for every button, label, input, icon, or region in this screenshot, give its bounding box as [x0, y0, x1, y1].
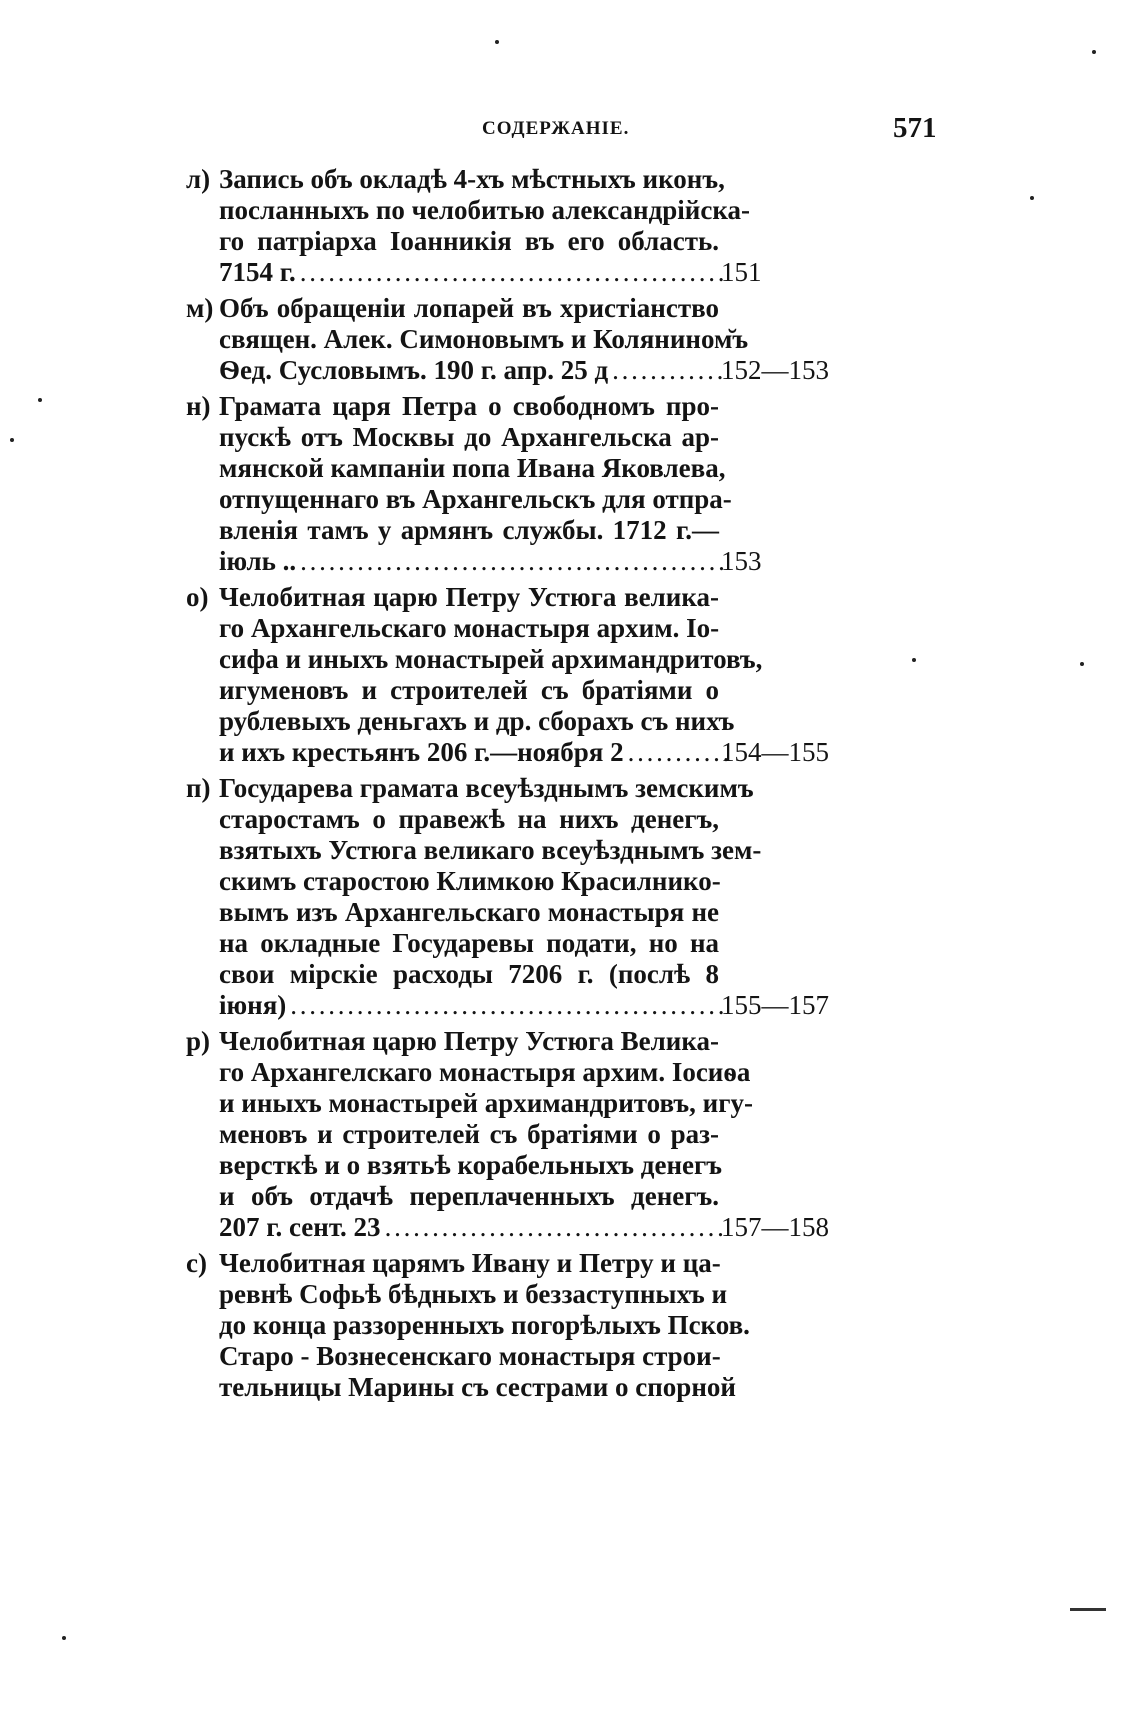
- entry-text-line: Старо - Вознесенскаго монастыря строи-: [219, 1341, 721, 1371]
- entry-date: 207 г. сент. 23: [219, 1212, 381, 1242]
- entry-marker: л): [186, 164, 211, 194]
- entry-text-line: мянской кампаніи попа Ивана Яковлева,: [219, 453, 726, 483]
- entry-pages: 154—155: [721, 737, 829, 767]
- entry-marker: о): [186, 582, 209, 612]
- print-speck: [912, 658, 916, 662]
- entry-text-line: пускѣ отъ Москвы до Архангельска ар-: [219, 422, 719, 452]
- toc-entry: [186, 1026, 846, 1243]
- dot-leader: [290, 990, 729, 1021]
- print-speck: [62, 1636, 66, 1640]
- print-speck: [495, 40, 499, 44]
- entry-pages: 157—158: [721, 1212, 829, 1242]
- running-title: СОДЕРЖАНІЕ.: [482, 118, 630, 139]
- dot-leader: [612, 355, 729, 386]
- entry-text-line: рублевыхъ деньгахъ и др. сборахъ съ нихъ: [219, 706, 735, 736]
- print-speck: [10, 438, 14, 442]
- entry-marker: с): [186, 1248, 207, 1278]
- entry-text-line: вымъ изъ Архангельскаго монастыря не: [219, 897, 719, 927]
- entry-date: іюль ..: [219, 546, 297, 576]
- page-number: 571: [893, 112, 937, 144]
- entry-text-line: Грамата царя Петра о свободномъ про-: [219, 391, 719, 421]
- entry-pages: 151: [721, 257, 762, 287]
- entry-text-line: скимъ старостою Климкою Красилнико-: [219, 866, 721, 896]
- entry-marker: п): [186, 773, 211, 803]
- entry-text-line: свои мірскіе расходы 7206 г. (послѣ 8: [219, 959, 719, 989]
- entry-text-line: взятыхъ Устюга великаго всеуѣзднымъ зем-: [219, 835, 762, 865]
- entry-text-line: посланныхъ по челобитью александрійска-: [219, 195, 750, 225]
- print-speck: [1030, 196, 1034, 200]
- entry-date: Ѳед. Сусловымъ. 190 г. апр. 25 д: [219, 355, 609, 385]
- entry-date: и ихъ крестьянъ 206 г.—ноября 2: [219, 737, 624, 767]
- entry-text-line: на окладные Государевы подати, но на: [219, 928, 719, 958]
- entry-text-line: тельницы Марины съ сестрами о спорной: [219, 1372, 736, 1402]
- entry-text-line: Челобитная царямъ Ивану и Петру и ца-: [219, 1248, 721, 1278]
- toc-entry: [186, 1248, 846, 1403]
- toc-entry: [186, 391, 846, 577]
- entry-text-line: меновъ и строителей съ братіями о раз-: [219, 1119, 719, 1149]
- entry-text-line: ревнѣ Софьѣ бѣдныхъ и беззаступныхъ и: [219, 1279, 728, 1309]
- entry-text-line: старостамъ о правежѣ на нихъ денегъ,: [219, 804, 719, 834]
- entry-pages: 153: [721, 546, 762, 576]
- entry-marker: м): [186, 293, 214, 323]
- table-of-contents: [186, 164, 846, 1408]
- entry-text-line: игуменовъ и строителей съ братіями о: [219, 675, 719, 705]
- entry-pages: 155—157: [721, 990, 829, 1020]
- entry-text-line: сифа и иныхъ монастырей архимандритовъ,: [219, 644, 763, 674]
- toc-entry: [186, 582, 846, 768]
- entry-text-line: го Архангелскаго монастыря архим. Іосиѳа: [219, 1057, 751, 1087]
- toc-entry: [186, 164, 846, 288]
- entry-text-line: и объ отдачѣ переплаченныхъ денегъ.: [219, 1181, 719, 1211]
- entry-text-line: Государева грамата всеуѣзднымъ земскимъ: [219, 773, 754, 803]
- entry-marker: н): [186, 391, 211, 421]
- entry-text-line: Запись объ окладѣ 4-хъ мѣстныхъ иконъ,: [219, 164, 725, 194]
- dot-leader: [300, 546, 729, 577]
- entry-text-line: версткѣ и о взятьѣ корабельныхъ денегъ: [219, 1150, 722, 1180]
- print-speck: [38, 398, 42, 402]
- print-speck: [1080, 662, 1084, 666]
- entry-date: іюня): [219, 990, 287, 1020]
- entry-text-line: Челобитная царю Петру Устюга Велика-: [219, 1026, 719, 1056]
- entry-text-line: и иныхъ монастырей архимандритовъ, игу-: [219, 1088, 753, 1118]
- print-mark: [1070, 1608, 1106, 1611]
- entry-text-line: го Архангельскаго монастыря архим. Іо-: [219, 613, 720, 643]
- entry-marker: р): [186, 1026, 211, 1056]
- entry-text-line: до конца раззоренныхъ погорѣлыхъ Псков.: [219, 1310, 750, 1340]
- entry-text-line: вленія тамъ у армянъ службы. 1712 г.—: [219, 515, 719, 545]
- entry-pages: 152—153: [721, 355, 829, 385]
- entry-text-line: Челобитная царю Петру Устюга велика-: [219, 582, 719, 612]
- toc-entry: [186, 293, 846, 386]
- entry-text-line: го патріарха Іоанникія въ его область.: [219, 226, 719, 256]
- entry-text-line: Объ обращеніи лопарей въ христіанство: [219, 293, 719, 323]
- entry-text-line: священ. Алек. Симоновымъ и Колянином̆ъ: [219, 324, 749, 354]
- entry-date: 7154 г.: [219, 257, 296, 287]
- entry-text-line: отпущеннаго въ Архангельскъ для отпра-: [219, 484, 732, 514]
- dot-leader: [628, 737, 729, 768]
- dot-leader: [300, 257, 729, 288]
- dot-leader: [385, 1212, 729, 1243]
- toc-entry: [186, 773, 846, 1021]
- print-speck: [1092, 50, 1096, 54]
